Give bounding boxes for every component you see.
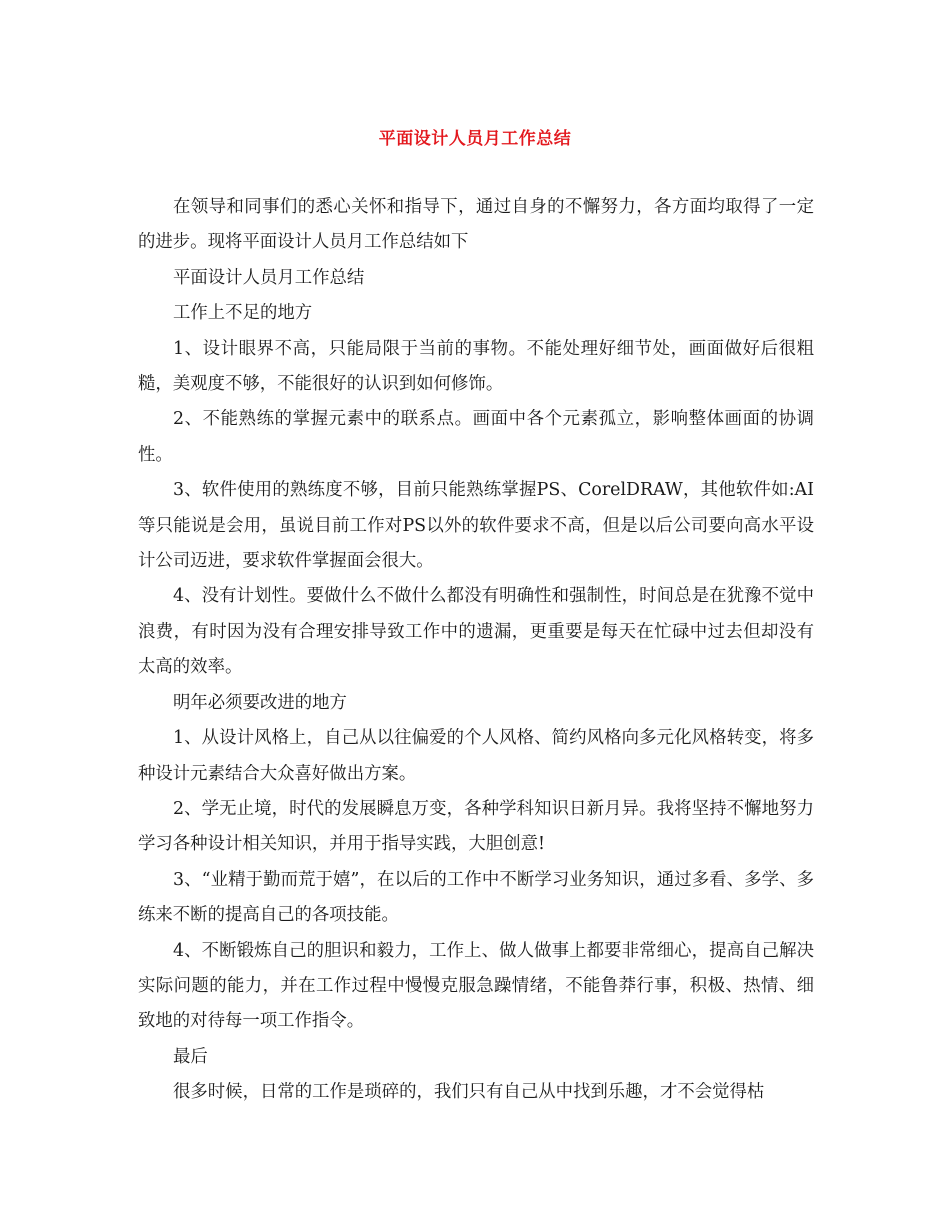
paragraph-shortcoming-1: 1、设计眼界不高，只能局限于当前的事物。不能处理好细节处，画面做好后很粗糙，美观度不够，不能很好的认识到如何修饰。 bbox=[138, 338, 814, 395]
document-title: 平面设计人员月工作总结 bbox=[378, 129, 572, 149]
paragraph-improvement-3: 3、“业精于勤而荒于嬉”，在以后的工作中不断学习业务知识，通过多看、多学、多练来不断的提高自己的各项技能。 bbox=[138, 869, 814, 926]
paragraph-shortcoming-4: 4、没有计划性。要做什么不做什么都没有明确性和强制性，时间总是在犹豫不觉中浪费，有时因为没有合理安排导致工作中的遗漏，更重要是每天在忙碌中过去但却没有太高的效率。 bbox=[138, 586, 814, 678]
paragraph-subtitle: 平面设计人员月工作总结 bbox=[173, 267, 365, 288]
paragraph-intro: 在领导和同事们的悉心关怀和指导下，通过自身的不懈努力，各方面均取得了一定的进步。现将平面设计人员月工作总结如下 bbox=[138, 197, 814, 253]
paragraph-improvement-4: 4、不断锻炼自己的胆识和毅力，工作上、做人做事上都要非常细心，提高自己解决实际问题的能力，并在工作过程中慢慢克服急躁情绪，不能鲁莽行事，积极、热情、细致地的对待每一项工作指令。 bbox=[138, 940, 814, 1032]
paragraph-improvement-1: 1、从设计风格上，自己从以往偏爱的个人风格、简约风格向多元化风格转变，将多种设计元素结合大众喜好做出方案。 bbox=[138, 728, 814, 784]
paragraph-final: 很多时候，日常的工作是琐碎的，我们只有自己从中找到乐趣，才不会觉得枯 bbox=[173, 1082, 765, 1103]
section-heading-final: 最后 bbox=[173, 1046, 208, 1067]
paragraph-shortcoming-2: 2、不能熟练的掌握元素中的联系点。画面中各个元素孤立，影响整体画面的协调性。 bbox=[138, 409, 814, 465]
document-body bbox=[138, 190, 814, 1111]
section-heading-improvements: 明年必须要改进的地方 bbox=[173, 692, 347, 713]
paragraph-improvement-2: 2、学无止境，时代的发展瞬息万变，各种学科知识日新月异。我将坚持不懈地努力学习各种设计相关知识，并用于指导实践，大胆创意! bbox=[138, 798, 814, 855]
paragraph-shortcoming-3: 3、软件使用的熟练度不够，目前只能熟练掌握PS、CorelDRAW，其他软件如:AI 等只能说是会用，虽说目前工作对PS以外的软件要求不高，但是以后公司要向高水平设计公司迈进，要求软件掌握面会很大。 bbox=[138, 480, 814, 572]
section-heading-shortcomings: 工作上不足的地方 bbox=[173, 303, 313, 324]
